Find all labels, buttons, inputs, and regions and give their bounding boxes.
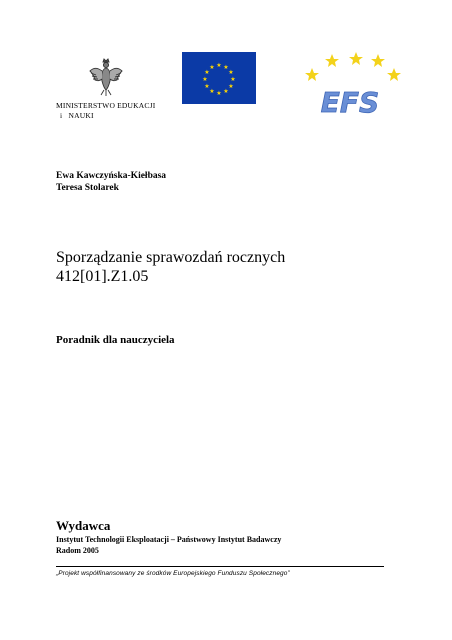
svg-text:★: ★ bbox=[230, 76, 236, 83]
publisher-heading: Wydawca bbox=[56, 518, 111, 533]
footer-note: „Projekt współfinansowany ze środków Europejskiego Funduszu Społecznego” bbox=[56, 570, 290, 577]
svg-text:★: ★ bbox=[202, 76, 208, 83]
publisher-place-year: Radom 2005 bbox=[56, 546, 99, 555]
svg-text:★: ★ bbox=[204, 69, 210, 76]
title-code: 412[01].Z1.05 bbox=[56, 268, 149, 285]
svg-text:★: ★ bbox=[228, 69, 234, 76]
efs-logo-text: EFS bbox=[320, 86, 380, 118]
document-subtitle: Poradnik dla nauczyciela bbox=[56, 334, 175, 346]
svg-text:★: ★ bbox=[209, 64, 215, 71]
svg-text:★: ★ bbox=[204, 83, 210, 90]
polish-eagle-emblem-icon bbox=[88, 57, 124, 99]
svg-text:★: ★ bbox=[223, 88, 229, 95]
eu-flag-icon bbox=[182, 52, 256, 104]
svg-text:★: ★ bbox=[223, 64, 229, 71]
publisher-info bbox=[56, 534, 281, 556]
authors bbox=[56, 170, 166, 194]
document-title bbox=[56, 248, 285, 286]
ministry-label bbox=[56, 101, 155, 121]
svg-text:★: ★ bbox=[209, 88, 215, 95]
publisher-name: Instytut Technologii Eksploatacji – Państwowy Instytut Badawczy bbox=[56, 535, 282, 544]
svg-text:★: ★ bbox=[216, 62, 222, 69]
ministry-line2: i NAUKI bbox=[60, 111, 94, 120]
footer-divider bbox=[56, 566, 384, 567]
efs-logo-icon bbox=[298, 48, 402, 118]
svg-text:★: ★ bbox=[228, 83, 234, 90]
title-line1: Sporządzanie sprawozdań rocznych bbox=[56, 249, 286, 266]
eu-flag-stars bbox=[182, 52, 256, 104]
author-name: Ewa Kawczyńska-Kiełbasa bbox=[56, 171, 167, 181]
svg-text:★: ★ bbox=[216, 90, 222, 97]
ministry-line1: MINISTERSTWO EDUKACJI bbox=[56, 101, 156, 110]
author-name: Teresa Stolarek bbox=[56, 183, 119, 193]
